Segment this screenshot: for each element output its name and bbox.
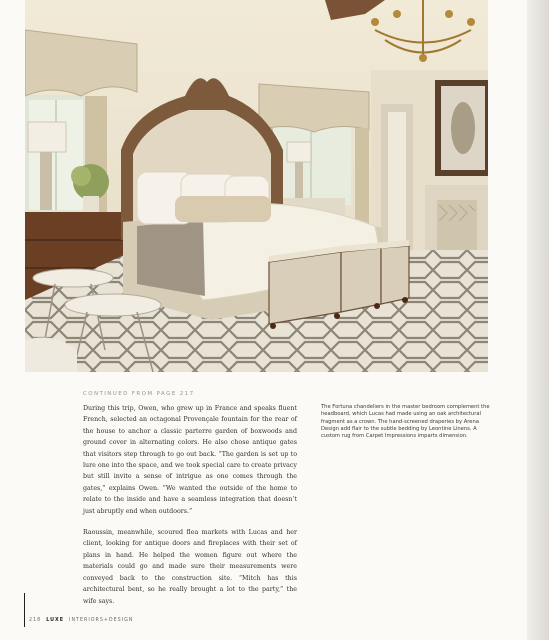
page-folio [29, 618, 133, 623]
body-paragraph: During this trip, Owen, who grew up in France and speaks fluent French, selected an octagonal Provençale fountain for the rear of the house to anchor a classic parterre garden of boxwoods and ground cover in alternating colors. He also chose antique gates that visitors step through to go out back. “The garden is set up to lure one into the space, and we took special care to create privacy but still invite a sense of intrigue as one comes through the gates,” explains Owen. “We wanted the outside of the home to relate to the inside and have a seamless integration that doesn’t just abruptly end when outdoors.” [83, 405, 297, 515]
magazine-brand: LUXE [46, 618, 64, 623]
continued-kicker: CONTINUED FROM PAGE 217 [83, 391, 195, 397]
article-body [83, 403, 297, 617]
page-spine-shadow [527, 0, 549, 640]
page-number: 218 [29, 618, 42, 623]
bedroom-illustration [25, 0, 488, 372]
folio-rule [24, 593, 25, 627]
body-paragraph: Raoussin, meanwhile, scoured flea markets with Lucas and her client, looking for antique doors and fireplaces with their set of plans in hand. He helped the women figure out where the materials could go and made sure their measurements were conveyed back to the construction site. “Mitch has this architectural bent, so he really brought a lot to the party,” the wife says. [83, 529, 297, 605]
magazine-section: INTERIORS+DESIGN [69, 618, 134, 623]
photo-caption: The Fortuna chandeliers in the master bedroom complement the headboard, which Lucas had made using an oak architectural fragment as a crown. The hand-screened draperies by Arena Design add flair to the subtle bedding by Leontine Linens. A custom rug from Carpet Impressions imparts dimension. [321, 404, 490, 440]
bedroom-photo [25, 0, 488, 372]
